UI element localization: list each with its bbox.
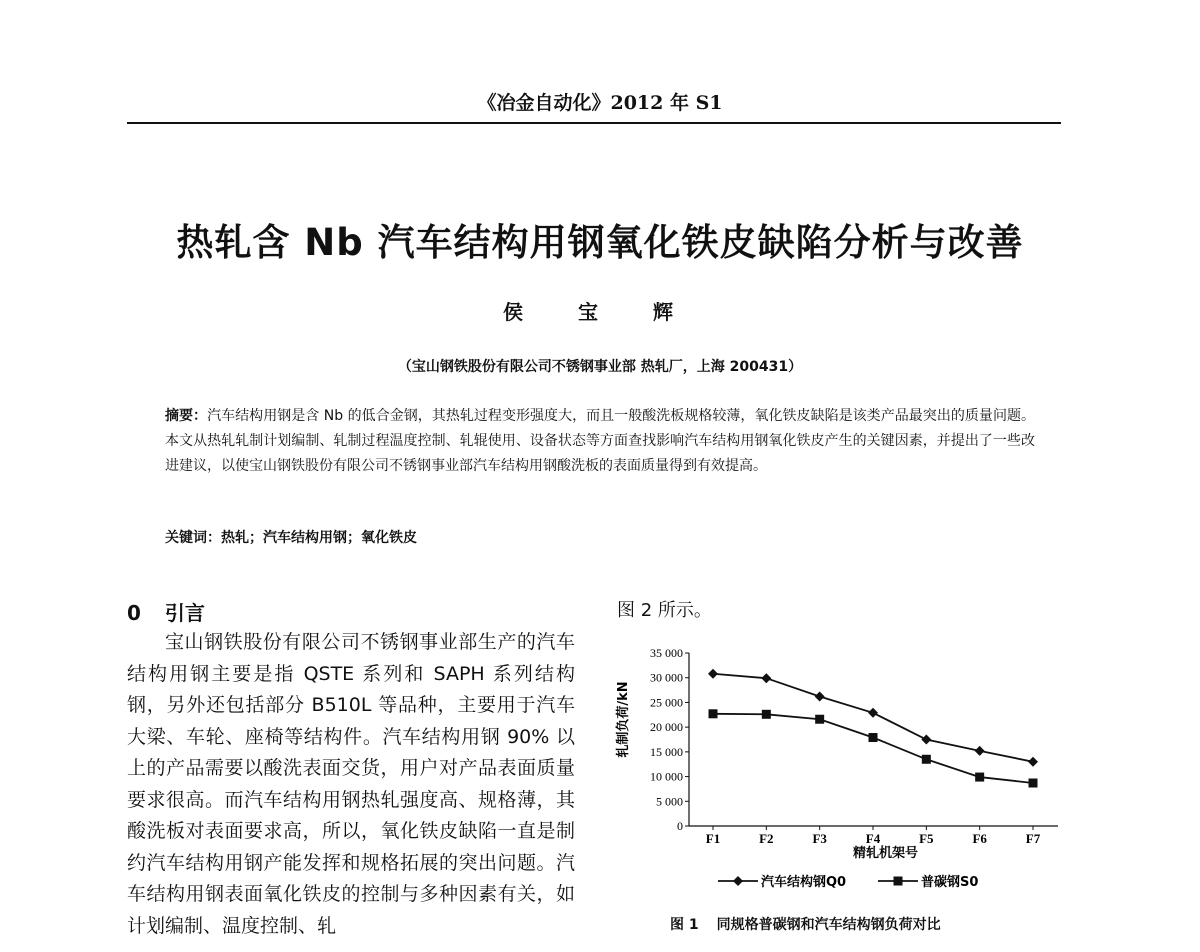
- x-tick-label: F5: [919, 831, 934, 846]
- data-point: [761, 673, 771, 683]
- y-tick-label: 0: [677, 819, 683, 833]
- y-tick-label: 5 000: [656, 794, 683, 809]
- keywords: 关键词：热轧；汽车结构用钢；氧化铁皮: [165, 530, 417, 546]
- y-axis-label: 轧制负荷/kN: [616, 681, 631, 758]
- x-tick-label: F7: [1025, 831, 1041, 846]
- x-tick-label: F1: [705, 831, 721, 846]
- abstract: [165, 404, 1035, 479]
- x-tick-label: F2: [759, 831, 774, 846]
- data-point: [709, 709, 718, 718]
- x-tick-label: F4: [865, 831, 881, 846]
- journal-header: 《冶金自动化》2012 年 S1: [477, 92, 723, 114]
- data-point: [868, 708, 878, 718]
- section-title: 引言: [164, 601, 205, 625]
- chart-series: [708, 669, 1038, 788]
- x-tick-labels: [706, 826, 1041, 846]
- data-point: [762, 710, 771, 719]
- series-line: [713, 714, 1033, 783]
- y-tick-label: 20 000: [650, 720, 683, 735]
- abstract-text: 汽车结构用钢是含 Nb 的低合金钢，其热轧过程变形强度大，而且一般酸洗板规格较薄，氧化铁皮缺陷是该类产品最突出的质量问题。本文从热轧轧制计划编制、轧制过程温度控制、轧辊使用、设备状态等方面查找影响汽车结构用钢氧化铁皮产生的关键因素，并提出了一些改进建议，以使宝山钢铁股份有限公司不锈钢事业部汽车结构用钢酸洗板的表面质量得到有效提高。: [165, 408, 1035, 474]
- y-tick-labels: [650, 646, 689, 833]
- data-point: [975, 773, 984, 782]
- x-axis-label: 精轧机架号: [852, 846, 919, 861]
- header-rule: [127, 122, 1061, 124]
- data-point: [922, 755, 931, 764]
- data-point: [815, 715, 824, 724]
- y-tick-label: 15 000: [650, 744, 683, 759]
- right-column-text: 图 2 所示。: [617, 600, 712, 621]
- y-tick-label: 25 000: [650, 695, 683, 710]
- figure-number: 图 1: [670, 917, 699, 933]
- legend-label: 汽车结构钢Q0: [761, 875, 847, 890]
- data-point: [708, 669, 718, 679]
- y-tick-label: 10 000: [650, 769, 683, 784]
- legend-label: 普碳钢S0: [921, 875, 979, 890]
- x-tick-label: F6: [972, 831, 987, 846]
- data-point: [815, 691, 825, 701]
- article-title: 热轧含 Nb 汽车结构用钢氧化铁皮缺陷分析与改善: [176, 221, 1024, 264]
- data-point: [921, 735, 931, 745]
- section-heading: [127, 597, 205, 626]
- affiliation: （宝山钢铁股份有限公司不锈钢事业部 热轧厂，上海 200431）: [397, 359, 803, 375]
- data-point: [733, 876, 743, 886]
- y-tick-label: 30 000: [650, 670, 683, 685]
- data-point: [975, 746, 985, 756]
- data-point: [1029, 778, 1038, 787]
- x-tick-label: F3: [812, 831, 827, 846]
- chart-legend: [718, 874, 978, 890]
- figure-caption-text: 同规格普碳钢和汽车结构钢负荷对比: [716, 917, 941, 933]
- data-point: [1028, 757, 1038, 767]
- section-number: 0: [127, 601, 141, 625]
- data-point: [869, 733, 878, 742]
- abstract-label: 摘要：: [165, 408, 208, 424]
- load-comparison-chart: [600, 636, 1070, 906]
- intro-paragraph: 宝山钢铁股份有限公司不锈钢事业部生产的汽车结构用钢主要是指 QSTE 系列和 SAPH 系列结构钢，另外还包括部分 B510L 等品种，主要用于汽车大梁、车轮、座椅等结构件。汽车结构用钢 90% 以上的产品需要以酸洗表面交货，用户对产品表面质量要求很高。而汽车结构用钢热轧强度高、规格薄，其酸洗板对表面要求高，所以，氧化铁皮缺陷一直是制约汽车结构用钢产能发挥和规格拓展的突出问题。汽车结构用钢表面氧化铁皮的控制与多种因素有关，如计划编制、温度控制、轧: [127, 631, 575, 937]
- figure-caption: [670, 914, 941, 934]
- data-point: [894, 877, 903, 886]
- author-name: 侯 宝 辉: [503, 300, 697, 324]
- y-tick-label: 35 000: [650, 646, 683, 660]
